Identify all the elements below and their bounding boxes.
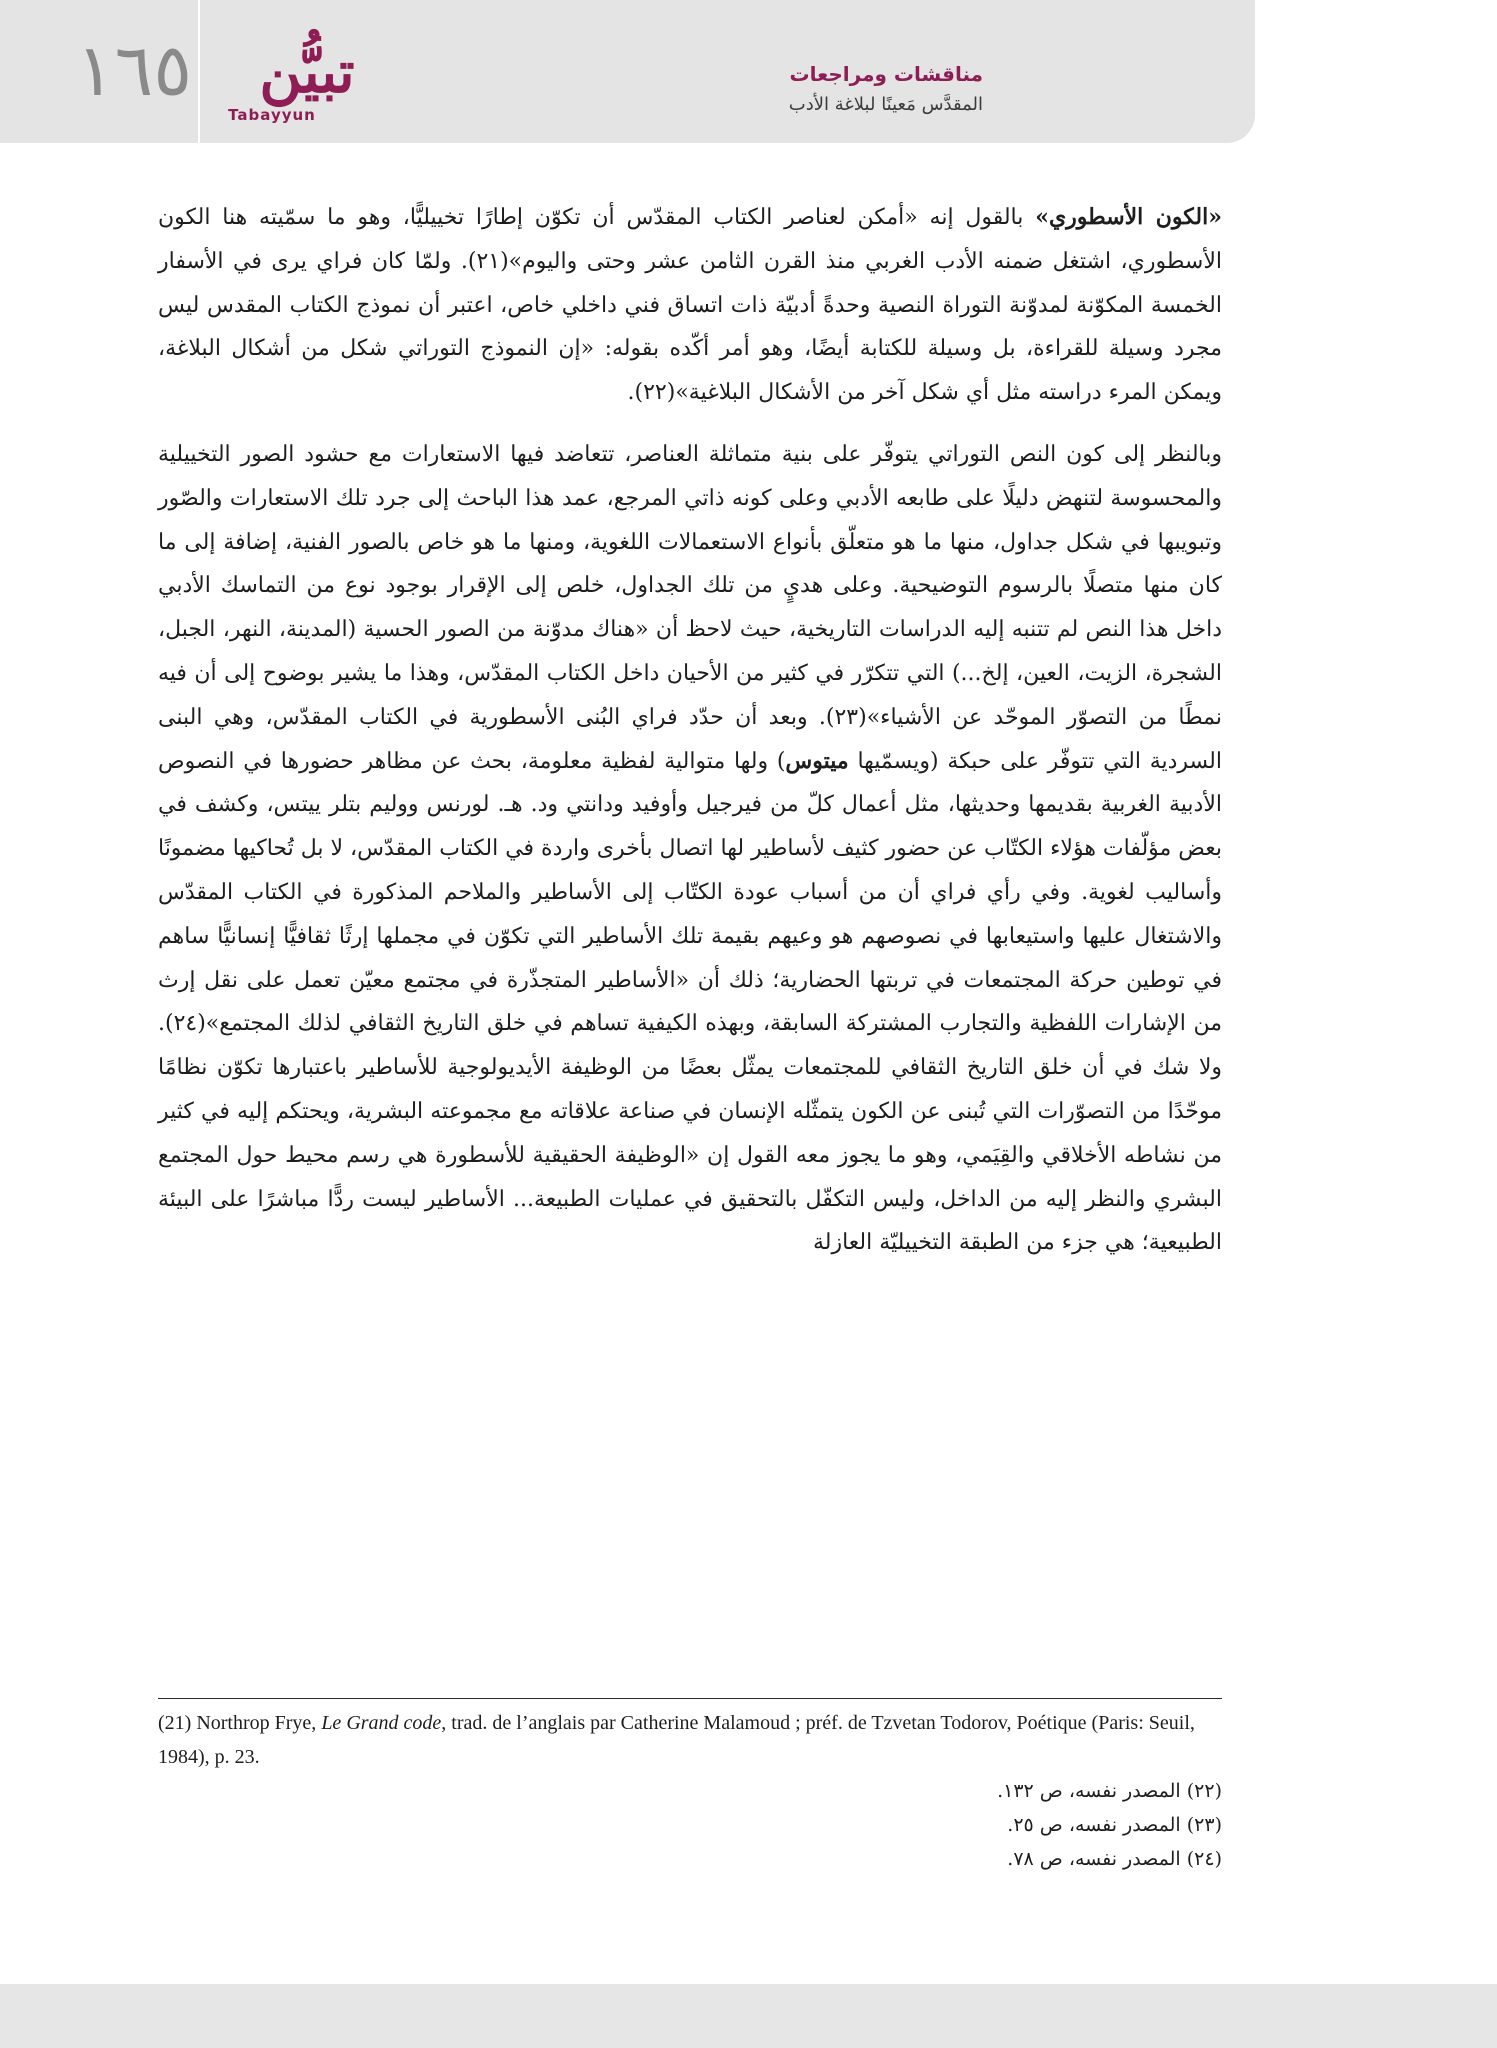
section-title: مناقشات ومراجعات	[789, 62, 983, 86]
paragraph-2-text-a: وبالنظر إلى كون النص التوراتي يتوفّر على بنية متماثلة العناصر، تتعاضد فيها الاستعارات مع حشود الصور التخييلية والمحسوسة لتنهض دليلًا على طابعه الأدبي وعلى كونه ذاتي المرجع، عمد هذا الباحث إلى جرد تلك الاستعارات والصّور وتبويبها في شكل جداول، منها ما هو متعلّق بأنواع الاستعمالات اللغوية، ومنها ما هو خاص بالصور الفنية، إضافة إلى ما كان منها متصلًا بالرسوم التوضيحية. وعلى هديٍ من تلك الجداول، خلص إلى الإقرار بوجود نوع من التماسك الأدبي داخل هذا النص لم تتنبه إليه الدراسات التاريخية، حيث لاحظ أن «هناك مدوّنة من الصور الحسية (المدينة، النهر، الجبل، الشجرة، الزيت، العين، إلخ...) التي تتكرّر في كثير من الأحيان داخل الكتاب المقدّس، وهذا ما يشير بوضوح إلى أن فيه نمطًا من التصوّر الموحّد عن الأشياء»(٢٣). وبعد أن حدّد فراي البُنى الأسطورية في الكتاب المقدّس، وهي البنى السردية التي تتوفّر على حبكة (ويسمّيها	[158, 441, 1222, 774]
logo-arabic-wordmark: تبيُّن	[259, 38, 355, 106]
page-footer-band	[0, 1984, 1497, 2048]
article-body	[158, 196, 1222, 1283]
footnote-divider	[158, 1698, 1222, 1699]
footnote-23: (٢٣) المصدر نفسه، ص ٢٥.	[1007, 1814, 1222, 1836]
footnote-21-author: (21) Northrop Frye,	[158, 1712, 322, 1734]
bold-term-mythos: ميتوس	[785, 747, 849, 774]
footnote-24: (٢٤) المصدر نفسه، ص ٧٨.	[1007, 1848, 1222, 1870]
running-head	[663, 58, 983, 128]
page-header	[0, 0, 1497, 143]
footnote-21-details: , trad. de l’anglais par Catherine Malamoud ; préf. de Tzvetan Todorov, Poétique (Paris: Seuil, 1984), p. 23.	[158, 1712, 1195, 1768]
journal-logo	[212, 34, 402, 132]
footnote-21	[158, 1706, 1222, 1774]
paragraph-2	[158, 433, 1222, 1265]
article-title: المقدَّس مَعينًا لبلاغة الأدب	[788, 94, 983, 115]
paragraph-1	[158, 196, 1222, 415]
page-number: ١٦٥	[75, 28, 192, 112]
header-divider	[198, 0, 200, 143]
logo-latin-wordmark: Tabayyun	[228, 106, 316, 124]
paragraph-1-text: بالقول إنه «أمكن لعناصر الكتاب المقدّس أن تكوّن إطارًا تخييليًّا، وهو ما سمّيته هنا الكون الأسطوري، اشتغل ضمنه الأدب الغربي منذ القرن الثامن عشر وحتى واليوم»(٢١). ولمّا كان فراي يرى في الأسفار الخمسة المكوّنة لمدوّنة التوراة النصية وحدةً أدبيّة ذات اتساق فني داخلي خاص، اعتبر أن نموذج الكتاب المقدس ليس مجرد وسيلة للقراءة، بل وسيلة للكتابة أيضًا، وهو أمر أكّده بقوله: «إن النموذج التوراتي شكل من أشكال البلاغة، ويمكن المرء دراسته مثل أي شكل آخر من الأشكال البلاغية»(٢٢).	[158, 205, 1222, 406]
footnote-22: (٢٢) المصدر نفسه، ص ١٣٢.	[997, 1780, 1222, 1802]
header-panel	[0, 0, 1255, 143]
footnote-list-arabic	[158, 1774, 1222, 1876]
paragraph-2-text-b: ) ولها متوالية لفظية معلومة، بحث عن مظاهر حضورها في النصوص الأدبية الغربية بقديمها وحديثها، مثل أعمال كلّ من فيرجيل وأوفيد ودانتي ود. هـ. لورنس ووليم بتلر ييتس، وكشف في بعض مؤلّفات هؤلاء الكتّاب عن حضور كثيف لأساطير لها اتصال بأخرى واردة في الكتاب المقدّس، لا بل تُحاكيها مضمونًا وأساليب لغوية. وفي رأي فراي أن من أسباب عودة الكتّاب إلى الأساطير والملاحم المذكورة في الكتاب المقدّس والاشتغال عليها واستيعابها في نصوصهم هو وعيهم بقيمة تلك الأساطير التي تكوّن في مجملها إرثًا ثقافيًّا إنسانيًّا ساهم في توطين حركة المجتمعات في تربتها الحضارية؛ ذلك أن «الأساطير المتجذّرة في مجتمع معيّن تعمل على نقل إرث من الإشارات اللفظية والتجارب المشتركة السابقة، وبهذه الكيفية تساهم في خلق التاريخ الثقافي لذلك المجتمع»(٢٤). ولا شك في أن خلق التاريخ الثقافي للمجتمعات يمثّل بعضًا من الوظيفة الأيديولوجية للأساطير باعتبارها تكوّن نظامًا موحّدًا من التصوّرات التي تُبنى عن الكون يتمثّله الإنسان في صناعة علاقاته مع مجموعته البشرية، ويحتكم إليه في كثير من نشاطه الأخلاقي والقِيَمي، وهو ما يجوز معه القول إن «الوظيفة الحقيقية للأسطورة هي رسم محيط حول المجتمع البشري والنظر إليه من الداخل، وليس التكفّل بالتحقيق في عمليات الطبيعة... الأساطير ليست ردًّا مباشرًا على البيئة الطبيعية؛ هي جزء من الطبقة التخييليّة العازلة	[157, 748, 1222, 1256]
bold-term-mythic-universe: «الكون الأسطوري»	[1035, 204, 1222, 230]
footnote-21-title: Le Grand code	[321, 1712, 442, 1734]
